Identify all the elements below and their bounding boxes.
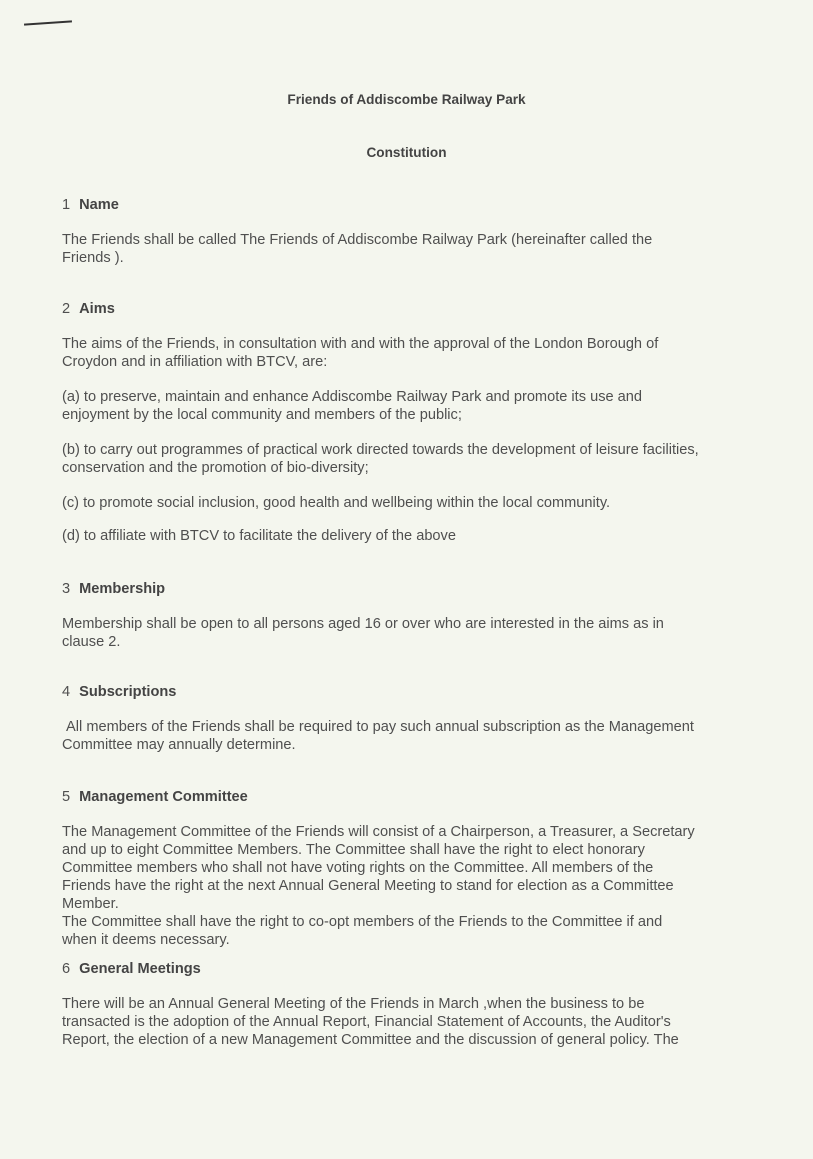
paragraph xyxy=(62,231,762,267)
text-line: The Friends shall be called The Friends of Addiscombe Railway Park (hereinafter called the xyxy=(62,232,653,248)
section-heading xyxy=(62,197,119,213)
text-line: All members of the Friends shall be required to pay such annual subscription as the Management xyxy=(62,719,694,735)
text-line: Committee members who shall not have voting rights on the Committee. All members of the xyxy=(62,860,654,876)
section-heading xyxy=(62,684,176,700)
section-heading xyxy=(62,301,115,317)
section-number: 1 xyxy=(62,197,71,213)
text-line: (d) to affiliate with BTCV to facilitate the delivery of the above xyxy=(62,528,456,544)
section-number: 3 xyxy=(62,581,71,597)
text-line: (a) to preserve, maintain and enhance Addiscombe Railway Park and promote its use and xyxy=(62,389,643,405)
text-line: transacted is the adoption of the Annual Report, Financial Statement of Accounts, the Auditor's xyxy=(62,1014,671,1030)
document-subtitle: Constitution xyxy=(366,145,447,160)
section-heading xyxy=(62,789,248,805)
section-title: Name xyxy=(79,197,119,213)
text-line: Friends have the right at the next Annual General Meeting to stand for election as a Committee xyxy=(62,878,674,894)
section-title: Management Committee xyxy=(79,789,248,805)
section-title: Membership xyxy=(79,581,166,597)
text-line: conservation and the promotion of bio-diversity; xyxy=(62,460,369,476)
paragraph xyxy=(62,494,762,512)
paragraph xyxy=(62,441,762,477)
text-line: The aims of the Friends, in consultation with and with the approval of the London Borough of xyxy=(62,336,659,352)
text-line: enjoyment by the local community and members of the public; xyxy=(62,407,462,423)
text-line: Member. xyxy=(62,896,119,912)
text-line: The Committee shall have the right to co-opt members of the Friends to the Committee if and xyxy=(62,914,663,930)
section-number: 4 xyxy=(62,684,71,700)
paragraph xyxy=(62,995,762,1049)
text-line: (b) to carry out programmes of practical work directed towards the development of leisure facilities, xyxy=(62,442,699,458)
document-title: Friends of Addiscombe Railway Park xyxy=(287,92,526,107)
paragraph xyxy=(62,388,762,424)
section-title: Subscriptions xyxy=(79,684,177,700)
paragraph xyxy=(62,335,762,371)
section-number: 5 xyxy=(62,789,71,805)
paragraph xyxy=(62,615,762,651)
section-number: 2 xyxy=(62,301,71,317)
pen-mark xyxy=(24,20,72,25)
text-line: (c) to promote social inclusion, good health and wellbeing within the local community. xyxy=(62,495,611,511)
text-line: Committee may annually determine. xyxy=(62,737,296,753)
text-line: Friends ). xyxy=(62,250,124,266)
text-line: and up to eight Committee Members. The Committee shall have the right to elect honorary xyxy=(62,842,645,858)
text-line: when it deems necessary. xyxy=(62,932,230,948)
section-number: 6 xyxy=(62,961,71,977)
section-heading xyxy=(62,581,165,597)
paragraph xyxy=(62,527,762,545)
text-line: There will be an Annual General Meeting of the Friends in March ,when the business to be xyxy=(62,996,645,1012)
section-title: General Meetings xyxy=(79,961,201,977)
text-line: Report, the election of a new Management Committee and the discussion of general policy. The xyxy=(62,1032,679,1048)
paragraph xyxy=(62,823,762,949)
text-line: The Management Committee of the Friends will consist of a Chairperson, a Treasurer, a Secretary xyxy=(62,824,695,840)
text-line: clause 2. xyxy=(62,634,121,650)
section-title: Aims xyxy=(79,301,115,317)
text-line: Croydon and in affiliation with BTCV, are: xyxy=(62,354,328,370)
text-line: Membership shall be open to all persons aged 16 or over who are interested in the aims as in xyxy=(62,616,664,632)
section-heading xyxy=(62,961,201,977)
paragraph xyxy=(62,718,762,754)
